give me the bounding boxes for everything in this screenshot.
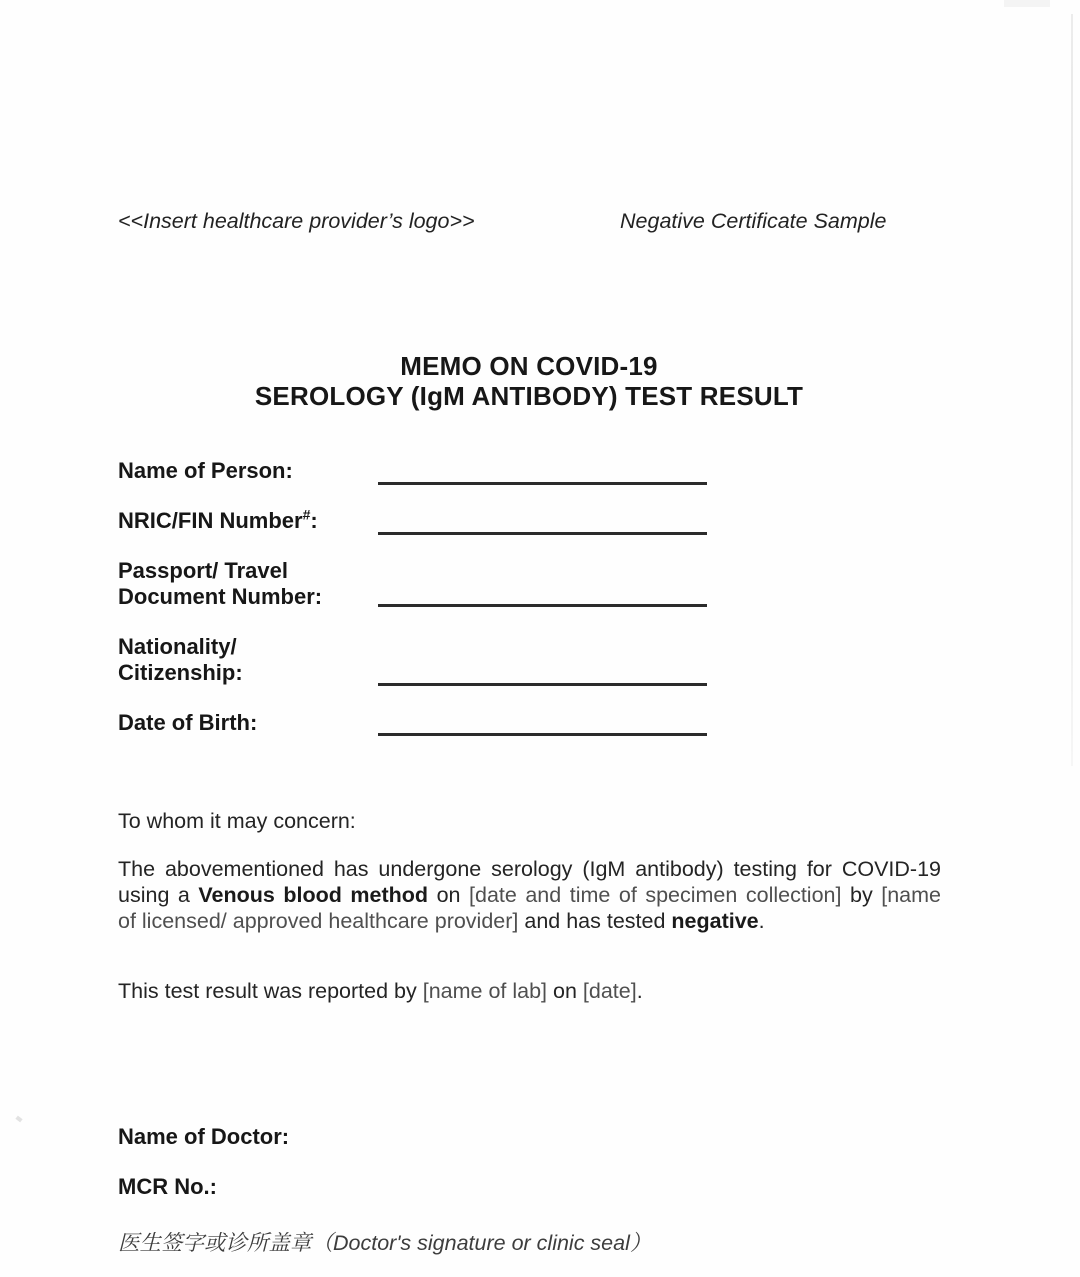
text-segment: [name: [881, 883, 941, 907]
text-segment: .: [758, 909, 765, 933]
passport-blank-line: [378, 604, 707, 607]
scan-smudge: [1004, 0, 1050, 7]
date-of-birth-blank-line: [378, 733, 707, 736]
text-segment: negative: [671, 909, 759, 933]
nric-fin-label-text: NRIC/FIN Number: [118, 508, 303, 533]
text-segment: by: [841, 883, 882, 907]
passport-label-line2: Document Number:: [118, 584, 323, 609]
text-segment: [name of lab]: [422, 979, 548, 1003]
date-of-birth-label: Date of Birth:: [118, 710, 258, 735]
nationality-blank-line: [378, 683, 707, 686]
text-segment: The abovementioned has undergone serology (IgM antibody) testing for COVID-19: [118, 857, 941, 881]
scan-edge-line: [1071, 14, 1073, 766]
text-segment: Venous blood method: [198, 883, 429, 907]
text-segment: This test result was reported by: [118, 979, 423, 1003]
nric-fin-label-colon: :: [310, 508, 318, 533]
reported-line: [118, 979, 643, 1004]
memo-title: [0, 351, 1058, 411]
doctor-signature-seal-line: 医生签字或诊所盖章（Doctor's signature or clinic seal）: [118, 1231, 652, 1255]
body-paragraph: [118, 856, 941, 934]
text-segment: on: [547, 979, 583, 1003]
passport-label-line1: Passport/ Travel: [118, 558, 288, 583]
nationality-label: [118, 634, 243, 686]
body-paragraph-line: [118, 856, 941, 882]
nric-fin-footnote-marker: #: [302, 506, 311, 523]
text-segment: using a: [118, 883, 199, 907]
scan-speck: [15, 1116, 22, 1123]
text-segment: [date and time of specimen collection]: [469, 883, 842, 907]
salutation: To whom it may concern:: [118, 809, 356, 833]
body-paragraph-line: [118, 908, 941, 934]
text-segment: [date]: [582, 979, 637, 1003]
name-of-person-label: Name of Person:: [118, 458, 293, 483]
text-segment: and has tested: [518, 909, 672, 933]
nationality-label-line1: Nationality/: [118, 634, 237, 659]
text-segment: .: [636, 979, 643, 1003]
memo-title-line1: MEMO ON COVID-19: [400, 351, 658, 381]
logo-placeholder-text: <<Insert healthcare provider’s logo>>: [118, 209, 475, 233]
nric-fin-label: [118, 508, 318, 534]
body-paragraph-line: [118, 882, 941, 908]
text-segment: on: [428, 883, 470, 907]
name-of-person-blank-line: [378, 482, 707, 485]
mcr-no-label: MCR No.:: [118, 1174, 217, 1199]
nationality-label-line2: Citizenship:: [118, 660, 243, 685]
certificate-type-label: Negative Certificate Sample: [620, 209, 887, 233]
passport-label: [118, 558, 322, 610]
text-segment: of licensed/ approved healthcare provider]: [118, 909, 519, 933]
nric-fin-blank-line: [378, 532, 707, 535]
name-of-doctor-label: Name of Doctor:: [118, 1124, 290, 1149]
memo-title-line2: SEROLOGY (IgM ANTIBODY) TEST RESULT: [254, 381, 804, 411]
